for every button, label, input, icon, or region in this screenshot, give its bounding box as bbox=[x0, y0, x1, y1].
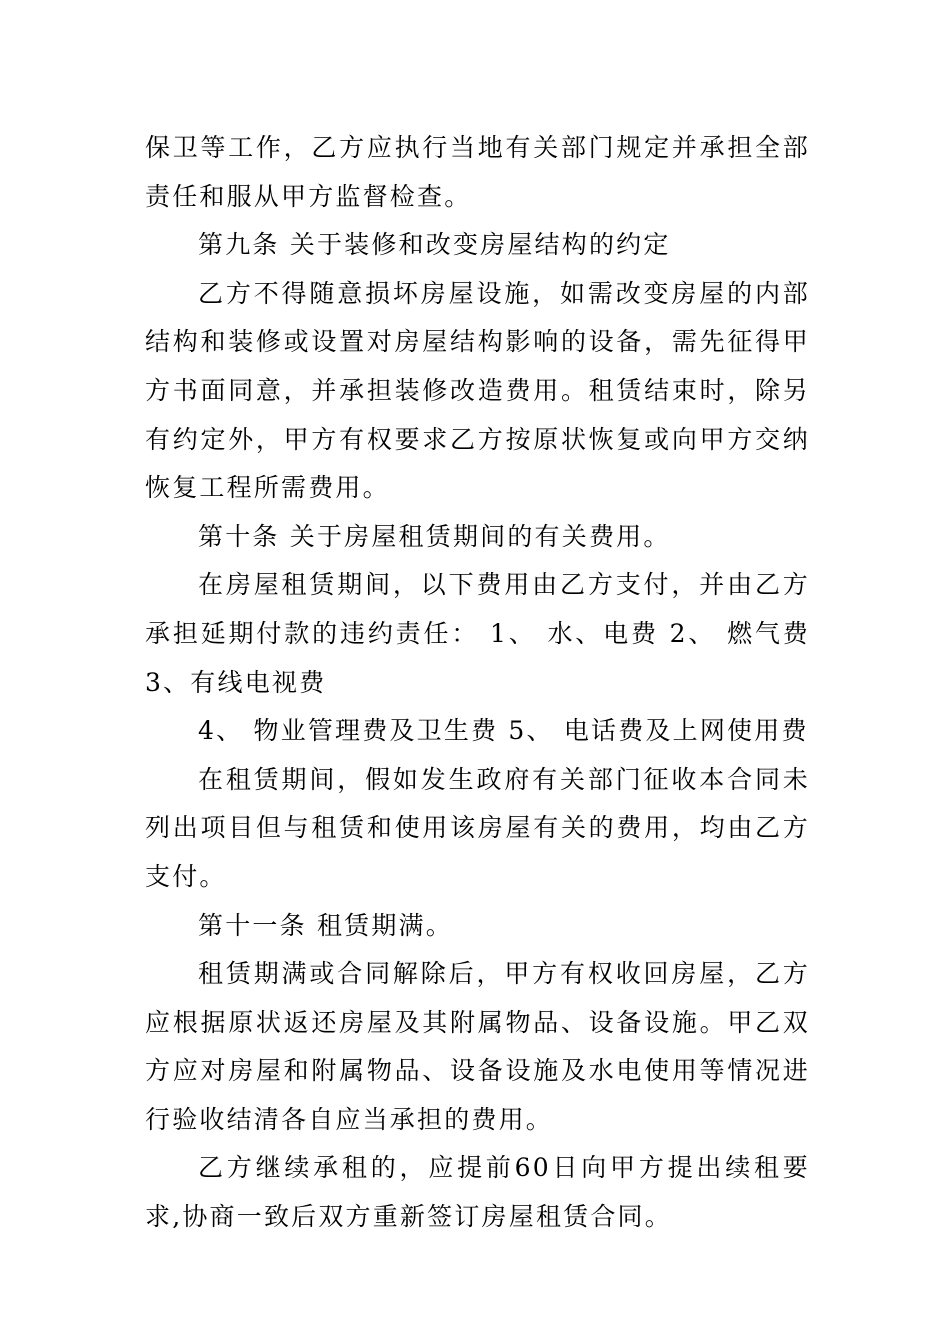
paragraph: 在房屋租赁期间，以下费用由乙方支付，并由乙方承担延期付款的违约责任： 1、 水、电费 2、 燃气费 3、有线电视费 bbox=[145, 570, 821, 697]
paragraph: 在租赁期间，假如发生政府有关部门征收本合同未列出项目但与租赁和使用该房屋有关的费用，均由乙方支付。 bbox=[145, 764, 810, 891]
paragraph: 4、 物业管理费及卫生费 5、 电话费及上网使用费 bbox=[198, 716, 809, 746]
paragraph: 乙方不得随意损坏房屋设施，如需改变房屋的内部结构和装修或设置对房屋结构影响的设备，需先征得甲方书面同意，并承担装修改造费用。租赁结束时，除另有约定外，甲方有权要求乙方按原状恢复或向甲方交纳恢复工程所需费用。 bbox=[145, 278, 810, 503]
paragraph: 乙方继续承租的，应提前60日向甲方提出续租要求,协商一致后双方重新签订房屋租赁合同。 bbox=[145, 1153, 810, 1232]
section-heading-article-11: 第十一条 租赁期满。 bbox=[198, 910, 453, 940]
paragraph: 保卫等工作，乙方应执行当地有关部门规定并承担全部责任和服从甲方监督检查。 bbox=[145, 133, 810, 211]
section-heading-article-9: 第九条 关于装修和改变房屋结构的约定 bbox=[198, 230, 671, 260]
section-heading-article-10: 第十条 关于房屋租赁期间的有关费用。 bbox=[198, 521, 671, 551]
paragraph: 租赁期满或合同解除后，甲方有权收回房屋，乙方应根据原状返还房屋及其附属物品、设备设施。甲乙双方应对房屋和附属物品、设备设施及水电使用等情况进行验收结清各自应当承担的费用。 bbox=[145, 959, 810, 1134]
document-body bbox=[145, 124, 821, 1242]
